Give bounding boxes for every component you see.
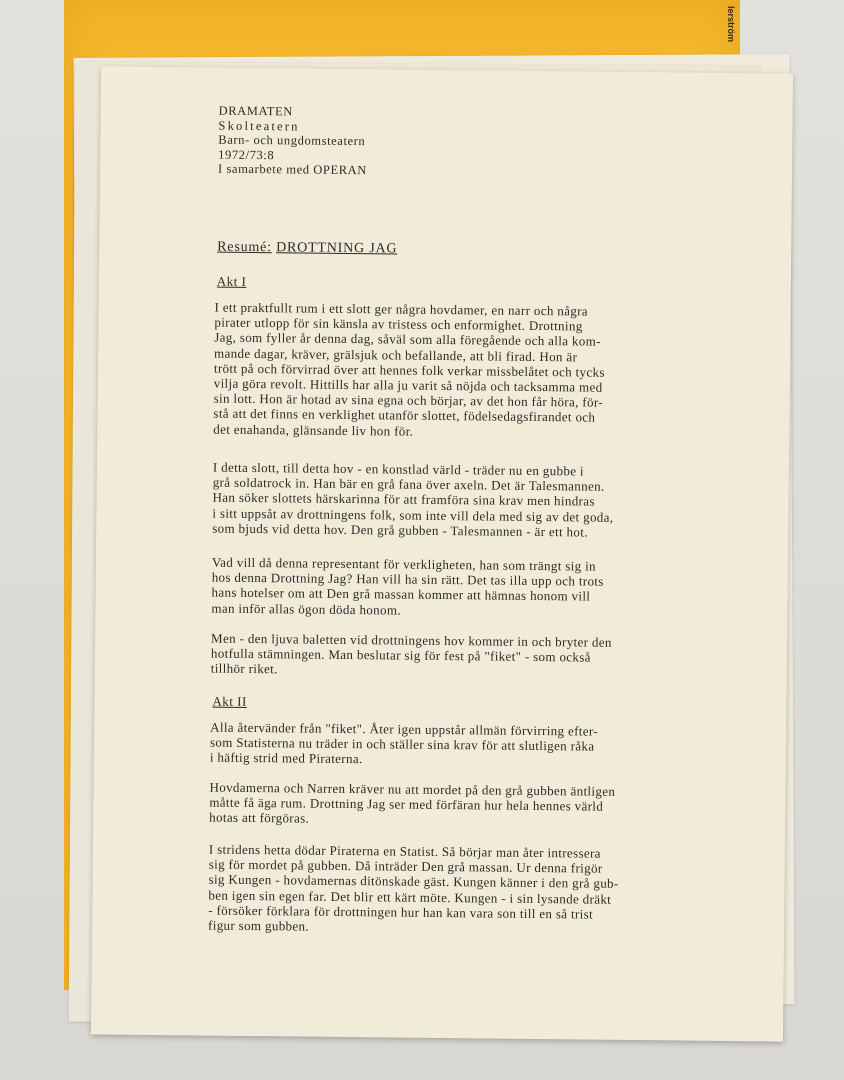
text-line: i sitt uppsåt av drottningens folk, som inte vill dela med sig av det goda,: [212, 505, 614, 525]
title-name: DROTTNING JAG: [276, 240, 398, 257]
text-line: Men - den ljuva baletten vid drottningens hov kommer in och bryter den: [211, 630, 612, 650]
text-line: hos denna Drottning Jag? Han vill ha sin rätt. Det tas illa upp och trots: [211, 569, 604, 589]
section-heading: Akt I: [216, 273, 247, 289]
text-line: måtte få äga rum. Drottning Jag ser med förfäran hur hela hennes värld: [209, 794, 604, 814]
text-line: Hovdamerna och Narren kräver nu att mordet på den grå gubben äntligen: [209, 779, 616, 799]
text-line: vilja göra revolt. Hittills har alla ju varit så nöjda och tacksamma med: [213, 375, 603, 395]
text-line: mande dagar, kräver, grälsjuk och befallande, att bli firad. Hon är: [214, 345, 578, 365]
header-line: Skolteatern: [218, 118, 300, 133]
text-line: grå soldatrock in. Han bär en grå fana över axeln. Det är Talesmannen.: [212, 474, 605, 494]
text-line: som bjuds vid detta hov. Den grå gubben - Talesmannen - är ett hot.: [212, 520, 588, 540]
text-line: Jag, som fyller år denna dag, såväl som alla föregående och alla kom-: [214, 330, 601, 350]
header-line: 1972/73:8: [218, 147, 275, 162]
text-line: figur som gubben.: [208, 917, 310, 934]
text-line: i häftig strid med Piraterna.: [209, 749, 363, 767]
paragraph: [211, 631, 723, 682]
text-line: Han söker slottets härskarinna för att framföra sina krav men hindras: [212, 490, 595, 510]
title-label: Resumé:: [217, 239, 272, 256]
text-line: Vad vill då denna representant för verkligheten, han som trängt sig in: [211, 554, 597, 574]
paragraph: [213, 300, 726, 442]
document-page: [91, 66, 793, 1041]
text-line: sig för mordet på gubben. Då inträder Den grå massan. Ur denna frigör: [208, 856, 603, 876]
text-line: I detta slott, till detta hov - en konstlad värld - träder nu en gubbe i: [212, 459, 585, 479]
document-title: [217, 240, 397, 258]
header-line: DRAMATEN: [218, 103, 293, 119]
text-line: hans hotelser om att Den grå massan kommer att hämnas honom vill: [211, 584, 591, 604]
paragraph: [209, 780, 721, 831]
text-line: Alla återvänder från "fiket". Åter igen uppstår allmän förvirring efter-: [210, 719, 599, 739]
text-line: hotas att förgöras.: [209, 809, 310, 827]
paragraph: [210, 720, 722, 771]
text-line: tillhör riket.: [210, 660, 278, 677]
text-line: ben igen sin egen far. Det blir ett kärt möte. Kungen - i sin lysande dräkt: [208, 887, 612, 907]
text-line: - försöker förklara för drottningen hur han kan vara son till en så trist: [208, 902, 594, 922]
text-line: sin lott. Hon är hotad av sina egna och börjar, av det hon får höra, för-: [213, 390, 604, 410]
document-header: [218, 104, 368, 178]
text-line: som Statisterna nu träder in och ställer sina krav för att slutligen råka: [209, 734, 595, 754]
header-line: Barn- och ungdomsteatern: [218, 132, 366, 149]
text-line: sig Kungen - hovdamernas ditönskade gäst. Kungen känner i den grå gub-: [208, 871, 619, 892]
text-line: trött på och förvirrad över att hennes folk verkar missbelåtet och tycks: [213, 360, 605, 380]
text-line: pirater utlopp för sin känsla av tristess och enformighet. Drottning: [214, 314, 583, 334]
text-line: man inför allas ögon döda honom.: [211, 600, 402, 618]
text-line: I ett praktfullt rum i ett slott ger några hovdamer, en narr och några: [214, 299, 589, 319]
folder-spine-text: lerström: [726, 6, 736, 43]
text-line: hotfulla stämningen. Man beslutar sig för fest på "fiket" - som också: [210, 645, 591, 665]
section-heading: Akt II: [212, 693, 247, 709]
text-line: det enahanda, glänsande liv hon för.: [213, 421, 414, 439]
text-line: stå att det finns en verklighet utanför slottet, födelsedagsfirandet och: [213, 406, 596, 426]
text-line: I stridens hetta dödar Piraterna en Statist. Så börjar man åter intressera: [208, 841, 601, 861]
paragraph: [208, 842, 721, 939]
header-line: I samarbete med OPERAN: [217, 161, 368, 178]
paragraph: [211, 555, 724, 621]
paragraph: [212, 460, 725, 541]
